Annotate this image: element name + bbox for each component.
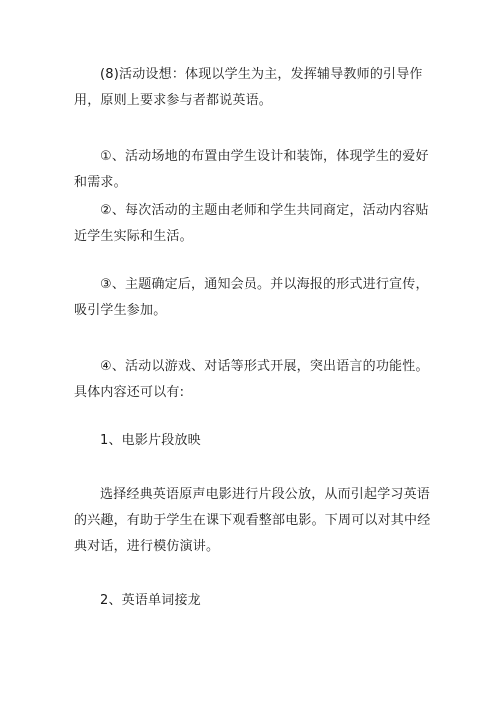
paragraph-point-4: ④、活动以游戏、对话等形式开展，突出语言的功能性。 具体内容还可以有: (74, 359, 429, 400)
heading-word-chain: 2、英语单词接龙 (100, 593, 201, 608)
paragraph-activity-concept: (8)活动设想：体现以学生为主，发挥辅导教师的引导作用，原则上要求参与者都说英语。 (74, 67, 423, 108)
paragraph-point-2: ②、每次活动的主题由老师和学生共同商定，活动内容贴近学生实际和生活。 (74, 203, 429, 244)
paragraph-movie-clips: 选择经典英语原声电影进行片段公放，从而引起学习英语的兴趣，有助于学生在课下观看整部电影。下周可以对其中经典对话，进行模仿演讲。 (74, 487, 431, 554)
paragraph-point-1: ①、活动场地的布置由学生设计和装饰，体现学生的爱好和需求。 (74, 149, 429, 190)
paragraph-point-3: ③、主题确定后，通知会员。并以海报的形式进行宣传，吸引学生参加。 (74, 277, 429, 318)
heading-movie-clips: 1、电影片段放映 (100, 433, 201, 448)
